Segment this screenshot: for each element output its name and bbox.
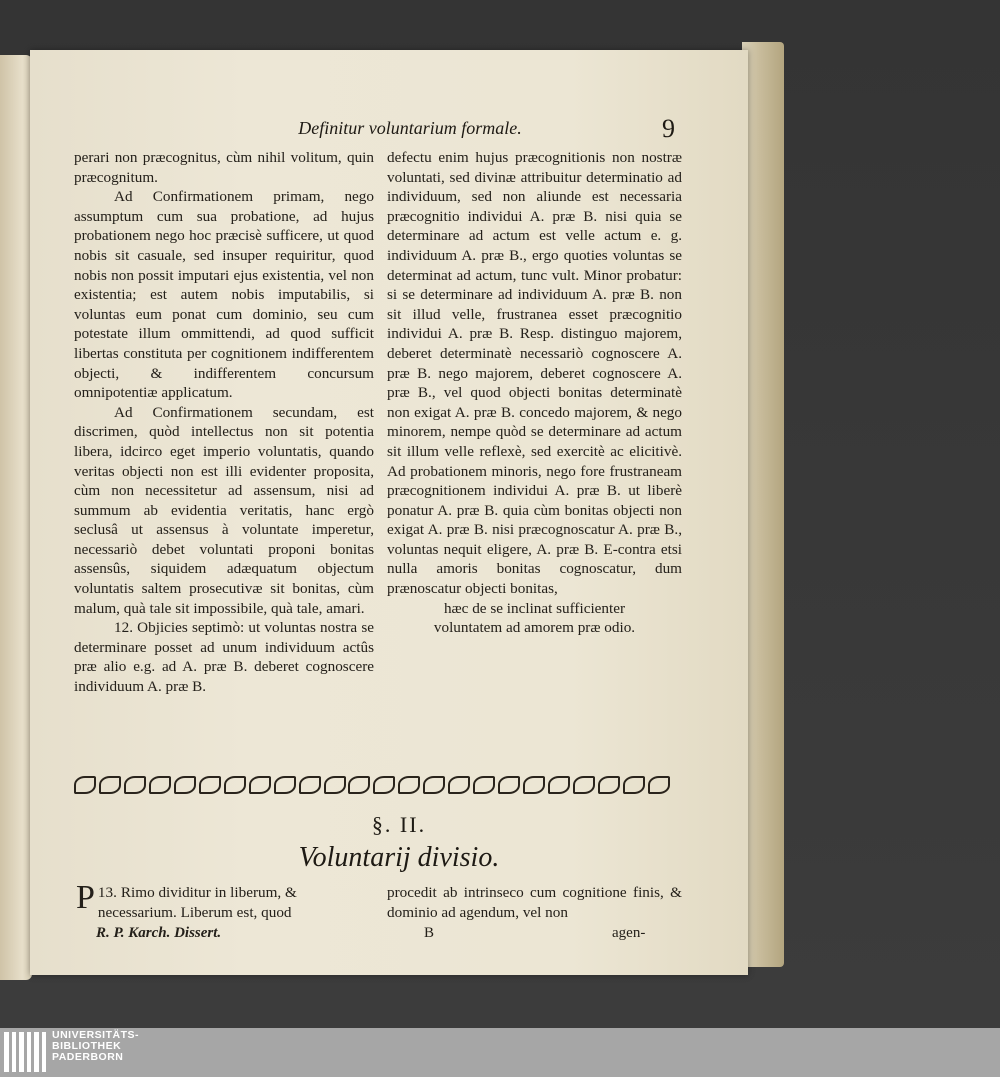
section-number: §. II. — [371, 812, 427, 837]
ornamental-border — [74, 772, 670, 798]
paragraph: perari non præcognitus, cùm nihil volitum, quin præcognitum. — [74, 149, 374, 186]
library-footer-bar — [0, 1028, 1000, 1077]
left-column — [74, 148, 374, 697]
library-logo-text — [52, 1030, 139, 1063]
section-title: Voluntarij divisio. — [298, 842, 500, 873]
library-logo-icon — [0, 1028, 46, 1077]
logo-line: UNIVERSITÄTS- — [52, 1029, 140, 1041]
paragraph: Ad Confirmationem primam, nego assumptum cum sua probatione, ad hujus probationem nego hoc præcisè sufficere, ut quod nobis sit casuale, sed insuper requiritur, quod nobis non possit imputari ejus existentia, vel non existentia; est autem nobis imputabilis, si voluntas eum ponat cum dominio, seu cum potestate illum ommittendi, ad quod sufficit libertas constituta per cognitionem indifferentem objecti, & indifferentem concursum omnipotentiæ applicatum. — [74, 188, 374, 402]
paragraph-13-right: procedit ab intrinseco cum cognitione finis, & dominio ad agendum, vel non — [387, 884, 682, 921]
running-head: Definitur voluntarium formale. — [298, 118, 522, 138]
catchword: agen- — [612, 925, 646, 941]
paragraph-13-left — [74, 879, 374, 922]
signature-mark: B — [424, 925, 435, 941]
paragraph-number: 13. — [97, 884, 117, 901]
paragraph: 12. Objicies septimò: ut voluntas nostra se determinare posset ad unum individuum actûs præ alio e.g. ad A. præ B. deberet cognoscere individuum A. præ B. — [74, 619, 374, 696]
page-block-edge — [742, 42, 784, 967]
paragraph: defectu enim hujus præcognitionis non nostræ voluntati, sed divinæ attribuitur determinatio ad individuum, sed non aliunde est necessaria præcognitio individui A. præ B. nisi quia se determinare ad actum est velle actum e. g. individuum A. præ B., ergo quoties voluntas se determinat ad actum, tunc vult. Minor probatur: si se determinare ad individuum A. præ B. non sit illud velle, frustranea esset præcognitio individui A. præ B. Resp. distinguo majorem, deberet determinatè necessariò cognoscere A. præ B. nego majorem, deberet cognoscere A. præ B., vel quod objecti bonitas determinatè non exigat A. præ B. concedo majorem, & nego minorem, nempe quòd se determinare ad actum sit illum velle reflexè, sed exercitè ac elicitivè. Ad probationem minoris, nego fore frustraneam præcognitionem individui A. præ B. ut liberè ponatur A. præ B. quia cùm bonitas objecti non exigat A. præ B. nisi præcognoscatur A. præ B., voluntas nequit eligere, A. præ B. E-contra etsi nulla amoris bonitas cognoscatur, dum prænoscatur objecti bonitas, — [387, 149, 682, 598]
logo-line: PADERBORN — [52, 1051, 124, 1063]
paragraph: Ad Confirmationem secundam, est discrimen, quòd intellectus non sit potentia libera, idcirco eget imperio voluntatis, quando veritas objecti non est illi evidenter proposita, cùm non necessitetur ad assensum, nisi ad summum ab evidentia veritatis, hanc ergò seclusâ ut assensus à voluntate imperetur, necessariò debet voluntati proponi bonitas assensûs, siquidem adæquatum objectum voluntatis saltem prosecutivæ sit bonitas, cùm malum, quà tale sit impossibile, quà tale, amari. — [74, 403, 374, 617]
paragraph-tail: hæc de se inclinat sufficienter voluntatem ad amorem præ odio. — [433, 599, 636, 637]
book-page — [30, 50, 748, 975]
paragraph-text: Rimo dividitur in liberum, & necessarium. Liberum est, quod — [97, 884, 297, 921]
facing-page-edge — [0, 55, 32, 980]
footer-title: R. P. Karch. Dissert. — [96, 925, 222, 941]
logo-line: BIBLIOTHEK — [52, 1040, 122, 1052]
drop-cap: P — [76, 879, 95, 916]
right-column — [387, 148, 682, 638]
page-number: 9 — [662, 114, 675, 143]
